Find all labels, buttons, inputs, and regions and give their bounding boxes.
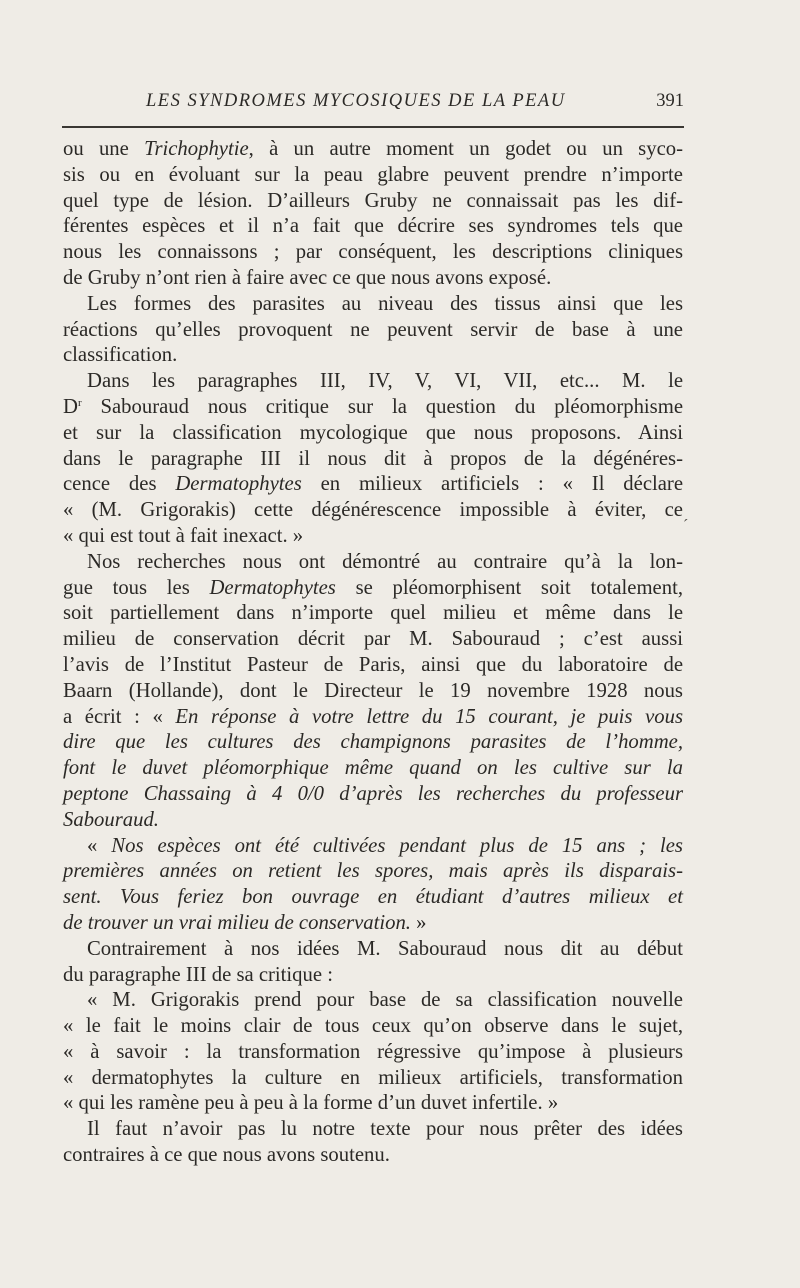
text-line: milieu de conservation décrit par M. Sabouraud ; c’est aussi	[63, 628, 683, 651]
text-line: gue tous les Dermatophytes se pléomorphisent soit totalement,	[63, 576, 683, 599]
text-line: Les formes des parasites au niveau des tissus ainsi que les	[87, 292, 683, 315]
text-line: Sabouraud.	[63, 808, 159, 831]
text-line: $D^r$ Sabouraud nous critique sur la question du pléomorphisme	[63, 395, 683, 418]
text-line: premières années on retient les spores, mais après ils disparais-	[63, 860, 683, 883]
paragraph-7-quotation	[63, 988, 683, 1117]
text-line: Nos recherches nous ont démontré au contraire qu’à la lon-	[87, 550, 683, 573]
paragraph-5	[63, 834, 683, 937]
paragraph-8	[63, 1117, 683, 1169]
body-text	[63, 137, 683, 1169]
text-line: nous les connaissons ; par conséquent, les descriptions cliniques	[63, 241, 683, 264]
text-line: peptone Chassaing à 4 0/0 d’après les recherches du professeur	[63, 782, 683, 805]
text-line: a écrit : « En réponse à votre lettre du 15 courant, je puis vous	[63, 705, 683, 728]
text-line: Contrairement à nos idées M. Sabouraud nous dit au début	[87, 937, 683, 960]
text-line: soit partiellement dans n’importe quel milieu et même dans le	[63, 602, 683, 625]
text-line: du paragraphe III de sa critique :	[63, 963, 333, 986]
paragraph-2	[63, 292, 683, 369]
paragraph-1	[63, 137, 683, 292]
paragraph-3	[63, 369, 683, 550]
text-line: « Nos espèces ont été cultivées pendant plus de 15 ans ; les	[87, 834, 683, 857]
text-line: « (M. Grigorakis) cette dégénérescence impossible à éviter, ce	[63, 499, 683, 522]
paragraph-6	[63, 937, 683, 989]
header-rule	[62, 126, 684, 128]
text-line: contraires à ce que nous avons soutenu.	[63, 1144, 390, 1167]
running-head	[62, 88, 684, 118]
text-line: dans le paragraphe III il nous dit à propos de la dégénéres-	[63, 447, 683, 470]
text-line: « dermatophytes la culture en milieux artificiels, transformation	[63, 1066, 683, 1089]
text-line: de trouver un vrai milieu de conservation. »	[63, 911, 427, 934]
paragraph-4	[63, 550, 683, 834]
text-line: Il faut n’avoir pas lu notre texte pour nous prêter des idées	[87, 1118, 683, 1141]
text-line: Dans les paragraphes III, IV, V, VI, VII, etc... M. le	[87, 370, 683, 393]
text-line: « le fait le moins clair de tous ceux qu’on observe dans le sujet,	[63, 1015, 683, 1038]
text-line: ou une Trichophytie, à un autre moment un godet ou un syco-	[63, 138, 683, 160]
text-line: « qui les ramène peu à peu à la forme d’un duvet infertile. »	[63, 1092, 559, 1115]
text-line: sis ou en évoluant sur la peau glabre peuvent prendre n’importe	[63, 163, 683, 186]
text-line: Baarn (Hollande), dont le Directeur le 19 novembre 1928 nous	[63, 679, 683, 702]
text-line: férentes espèces et il n’a fait que décrire ses syndromes tels que	[63, 215, 683, 238]
text-line: l’avis de l’Institut Pasteur de Paris, ainsi que du laboratoire de	[63, 653, 683, 676]
running-title: LES SYNDROMES MYCOSIQUES DE LA PEAU	[146, 91, 566, 111]
text-line: font le duvet pléomorphique même quand on les cultive sur la	[63, 757, 683, 780]
margin-mark: ´	[683, 517, 689, 534]
text-line: « qui est tout à fait inexact. »	[63, 524, 304, 547]
text-line: classification.	[63, 344, 178, 367]
text-line: de Gruby n’ont rien à faire avec ce que nous avons exposé.	[63, 266, 552, 289]
text-line: quel type de lésion. D’ailleurs Gruby ne connaissait pas les dif-	[63, 189, 683, 212]
text-line: et sur la classification mycologique que nous proposons. Ainsi	[63, 421, 683, 444]
text-line: réactions qu’elles provoquent ne peuvent servir de base à une	[63, 318, 683, 341]
page-number: 391	[656, 91, 684, 111]
text-line: « M. Grigorakis prend pour base de sa classification nouvelle	[87, 989, 683, 1012]
text-line: dire que les cultures des champignons parasites de l’homme,	[63, 731, 683, 754]
text-line: « à savoir : la transformation régressive qu’impose à plusieurs	[63, 1040, 683, 1063]
text-line: cence des Dermatophytes en milieux artificiels : « Il déclare	[63, 473, 684, 496]
text-line: sent. Vous feriez bon ouvrage en étudiant d’autres milieux et	[63, 886, 683, 909]
